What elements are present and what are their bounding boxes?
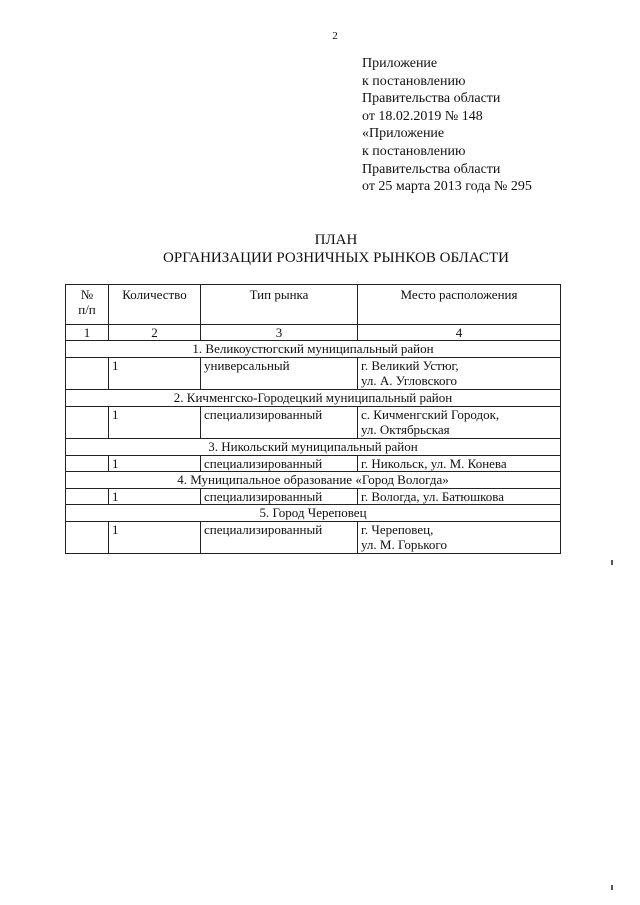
approval-line: Правительства области (362, 91, 501, 107)
scan-mark (611, 560, 613, 565)
header-num-line1: № (80, 287, 94, 302)
cell-location (358, 407, 561, 439)
cell-type: специализированный (201, 407, 358, 439)
cell-quantity: 1 (109, 407, 201, 439)
cell-quantity: 1 (109, 456, 201, 472)
approval-line: к постановлению (362, 143, 466, 159)
approval-line: от 25 марта 2013 года № 295 (362, 179, 532, 195)
page-number: 2 (332, 30, 338, 42)
column-number: 1 (66, 325, 109, 341)
location-line: г. Великий Устюг, (361, 358, 459, 373)
section-row (66, 341, 561, 358)
markets-table (65, 284, 561, 554)
section-row (66, 472, 561, 489)
header-quantity: Количество (109, 285, 201, 325)
table-row (66, 522, 561, 554)
approval-line: от 18.02.2019 № 148 (362, 108, 483, 124)
approval-line: Приложение (362, 56, 438, 71)
section-title: 2. Кичменгско-Городецкий муниципальный район (66, 390, 561, 407)
location-line: с. Кичменгский Городок, (361, 407, 500, 422)
location-line: г. Череповец, (361, 522, 434, 537)
cell-quantity: 1 (109, 522, 201, 554)
section-title: 1. Великоустюгский муниципальный район (66, 341, 561, 358)
approval-line: Правительства области (362, 161, 501, 177)
header-location: Место расположения (358, 285, 561, 325)
cell-quantity: 1 (109, 358, 201, 390)
column-number: 2 (109, 325, 201, 341)
section-title: 5. Город Череповец (66, 505, 561, 522)
cell-num (66, 407, 109, 439)
column-number: 4 (358, 325, 561, 341)
table-row (66, 489, 561, 505)
doc-subtitle: ОРГАНИЗАЦИИ РОЗНИЧНЫХ РЫНКОВ ОБЛАСТИ (163, 250, 509, 266)
table-row (66, 358, 561, 390)
section-row (66, 390, 561, 407)
cell-quantity: 1 (109, 489, 201, 505)
cell-type: специализированный (201, 489, 358, 505)
cell-location: г. Никольск, ул. М. Конева (358, 456, 561, 472)
table-header-row (66, 285, 561, 325)
approval-line: к постановлению (362, 73, 466, 89)
cell-num (66, 456, 109, 472)
doc-title: ПЛАН (314, 232, 358, 248)
section-row (66, 439, 561, 456)
cell-num (66, 522, 109, 554)
table-row (66, 456, 561, 472)
cell-type: специализированный (201, 456, 358, 472)
cell-location (358, 358, 561, 390)
cell-type: универсальный (201, 358, 358, 390)
section-title: 4. Муниципальное образование «Город Вологда» (66, 472, 561, 489)
header-num-line2: п/п (78, 302, 96, 317)
header-num (66, 285, 109, 325)
header-type: Тип рынка (201, 285, 358, 325)
scan-mark (611, 885, 613, 890)
location-line: ул. М. Горького (361, 537, 447, 552)
cell-location: г. Вологда, ул. Батюшкова (358, 489, 561, 505)
cell-num (66, 489, 109, 505)
cell-type: специализированный (201, 522, 358, 554)
column-number-row (66, 325, 561, 341)
section-row (66, 505, 561, 522)
section-title: 3. Никольский муниципальный район (66, 439, 561, 456)
cell-location (358, 522, 561, 554)
table-row (66, 407, 561, 439)
column-number: 3 (201, 325, 358, 341)
location-line: ул. А. Угловского (361, 373, 458, 388)
approval-block (362, 55, 532, 196)
approval-line: «Приложение (362, 126, 445, 142)
cell-num (66, 358, 109, 390)
location-line: ул. Октябрьская (361, 422, 450, 437)
